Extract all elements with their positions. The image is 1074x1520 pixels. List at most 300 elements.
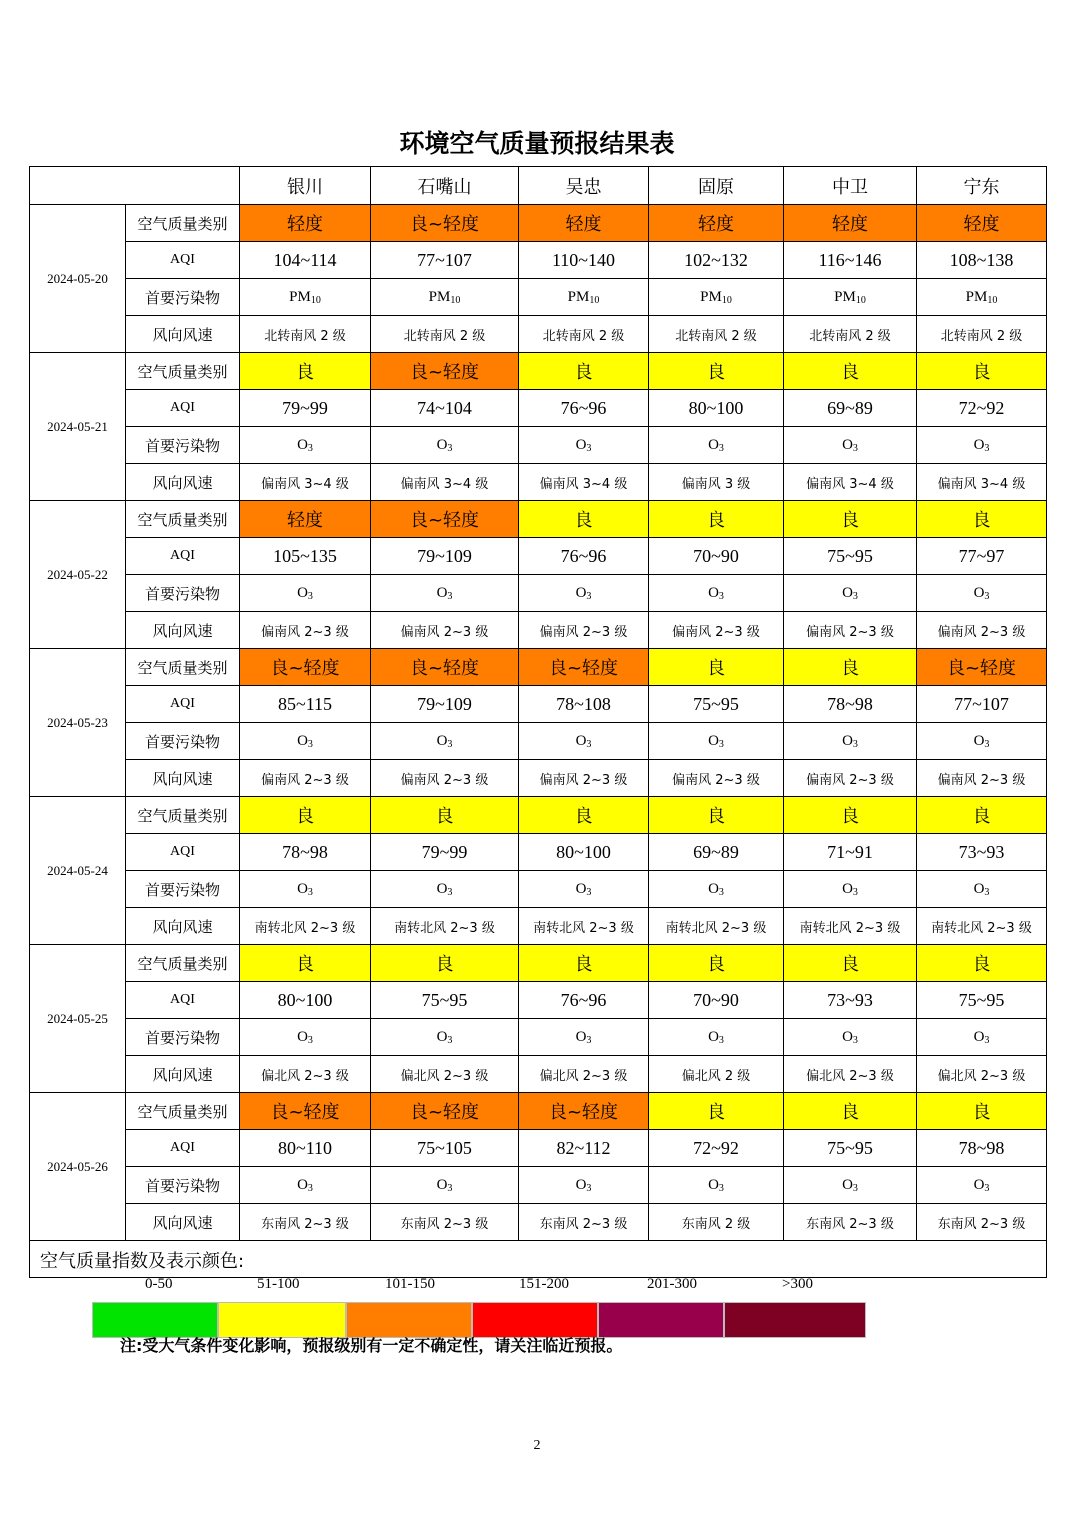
row-label-category: 空气质量类别 bbox=[126, 205, 240, 242]
pollutant-base: O bbox=[575, 436, 587, 453]
pollutant-subscript: 3 bbox=[586, 886, 592, 898]
row-label-aqi: AQI bbox=[126, 686, 240, 723]
pollutant-base: O bbox=[842, 732, 853, 749]
aqi-range-cell: 75~105 bbox=[371, 1130, 519, 1167]
day-row-category bbox=[30, 797, 1047, 834]
pollutant-base: O bbox=[842, 584, 853, 601]
city-header: 固原 bbox=[649, 167, 784, 205]
row-label-wind: 风向风速 bbox=[126, 316, 240, 353]
wind-cell: 偏南风 2~3 级 bbox=[371, 760, 519, 797]
primary-pollutant-cell bbox=[519, 279, 649, 316]
wind-cell: 北转南风 2 级 bbox=[519, 316, 649, 353]
pollutant-subscript: 3 bbox=[447, 1182, 453, 1194]
wind-cell: 偏南风 3~4 级 bbox=[240, 464, 371, 501]
aq-category-cell: 良~轻度 bbox=[371, 205, 519, 242]
aqi-range-cell: 77~107 bbox=[917, 686, 1047, 723]
aq-category-cell: 良 bbox=[784, 353, 917, 390]
wind-cell: 北转南风 2 级 bbox=[371, 316, 519, 353]
pollutant-subscript: 3 bbox=[852, 1182, 858, 1194]
pollutant-subscript: 3 bbox=[307, 886, 313, 898]
pollutant-subscript: 3 bbox=[447, 886, 453, 898]
pollutant-base: O bbox=[973, 732, 985, 749]
primary-pollutant-cell bbox=[371, 1019, 519, 1056]
primary-pollutant-cell bbox=[240, 279, 371, 316]
row-label-wind: 风向风速 bbox=[126, 760, 240, 797]
pollutant-subscript: 3 bbox=[586, 590, 592, 602]
pollutant-subscript: 3 bbox=[447, 590, 453, 602]
city-header-row bbox=[30, 167, 1047, 205]
row-label-category: 空气质量类别 bbox=[126, 945, 240, 982]
primary-pollutant-cell bbox=[784, 871, 917, 908]
pollutant-base: O bbox=[297, 584, 308, 601]
day-row-pollutant bbox=[30, 279, 1047, 316]
aqi-range-cell: 80~110 bbox=[240, 1130, 371, 1167]
primary-pollutant-cell bbox=[371, 871, 519, 908]
primary-pollutant-cell bbox=[649, 1019, 784, 1056]
pollutant-subscript: 10 bbox=[721, 294, 732, 306]
pollutant-subscript: 3 bbox=[447, 1034, 453, 1046]
wind-cell: 东南风 2~3 级 bbox=[917, 1204, 1047, 1241]
aqi-color-legend bbox=[30, 1241, 1047, 1292]
aqi-range-cell: 75~95 bbox=[784, 538, 917, 575]
wind-cell: 偏南风 3~4 级 bbox=[917, 464, 1047, 501]
row-label-category: 空气质量类别 bbox=[126, 797, 240, 834]
aq-category-cell: 良 bbox=[784, 797, 917, 834]
aq-category-cell: 良 bbox=[519, 797, 649, 834]
wind-cell: 东南风 2~3 级 bbox=[240, 1204, 371, 1241]
aqi-range-cell: 85~115 bbox=[240, 686, 371, 723]
pollutant-base: O bbox=[297, 436, 308, 453]
aqi-range-cell: 75~95 bbox=[649, 686, 784, 723]
primary-pollutant-cell bbox=[784, 427, 917, 464]
row-label-aqi: AQI bbox=[126, 834, 240, 871]
pollutant-base: O bbox=[842, 436, 853, 453]
aqi-range-cell: 116~146 bbox=[784, 242, 917, 279]
aqi-range-cell: 70~90 bbox=[649, 982, 784, 1019]
pollutant-base: PM bbox=[834, 288, 856, 305]
wind-cell: 偏北风 2~3 级 bbox=[240, 1056, 371, 1093]
forecast-date: 2024-05-21 bbox=[30, 353, 126, 501]
row-label-pollutant: 首要污染物 bbox=[126, 871, 240, 908]
aq-category-cell: 良~轻度 bbox=[371, 353, 519, 390]
aq-category-cell: 良 bbox=[917, 501, 1047, 538]
aq-category-cell: 良 bbox=[519, 353, 649, 390]
row-label-pollutant: 首要污染物 bbox=[126, 279, 240, 316]
primary-pollutant-cell bbox=[784, 1167, 917, 1204]
primary-pollutant-cell bbox=[784, 1019, 917, 1056]
wind-cell: 南转北风 2~3 级 bbox=[519, 908, 649, 945]
wind-cell: 偏南风 2~3 级 bbox=[519, 612, 649, 649]
pollutant-subscript: 3 bbox=[307, 738, 313, 750]
aqi-range-cell: 76~96 bbox=[519, 390, 649, 427]
primary-pollutant-cell bbox=[371, 723, 519, 760]
forecast-date: 2024-05-25 bbox=[30, 945, 126, 1093]
aqi-range-cell: 110~140 bbox=[519, 242, 649, 279]
page-title: 环境空气质量预报结果表 bbox=[399, 129, 675, 158]
aq-category-cell: 轻度 bbox=[519, 205, 649, 242]
aq-category-cell: 良 bbox=[784, 945, 917, 982]
day-row-category bbox=[30, 649, 1047, 686]
wind-cell: 偏南风 3~4 级 bbox=[784, 464, 917, 501]
legend-range-label: >300 bbox=[782, 1276, 813, 1292]
primary-pollutant-cell bbox=[784, 723, 917, 760]
wind-cell: 南转北风 2~3 级 bbox=[917, 908, 1047, 945]
wind-cell: 偏南风 2~3 级 bbox=[240, 760, 371, 797]
legend-range-label: 51-100 bbox=[257, 1276, 300, 1292]
pollutant-subscript: 3 bbox=[586, 1182, 592, 1194]
wind-cell: 北转南风 2 级 bbox=[917, 316, 1047, 353]
wind-cell: 南转北风 2~3 级 bbox=[649, 908, 784, 945]
aqi-range-cell: 82~112 bbox=[519, 1130, 649, 1167]
pollutant-base: O bbox=[297, 1176, 308, 1193]
legend-range-label: 101-150 bbox=[385, 1276, 435, 1292]
aqi-range-cell: 80~100 bbox=[240, 982, 371, 1019]
row-label-aqi: AQI bbox=[126, 390, 240, 427]
pollutant-base: O bbox=[436, 436, 448, 453]
pollutant-subscript: 3 bbox=[852, 1034, 858, 1046]
pollutant-subscript: 3 bbox=[718, 442, 724, 454]
aq-category-cell: 良~轻度 bbox=[240, 1093, 371, 1130]
legend-range-label: 151-200 bbox=[519, 1276, 569, 1292]
aqi-range-cell: 72~92 bbox=[649, 1130, 784, 1167]
primary-pollutant-cell bbox=[240, 1167, 371, 1204]
row-label-category: 空气质量类别 bbox=[126, 1093, 240, 1130]
aq-category-cell: 良 bbox=[649, 1093, 784, 1130]
day-row-pollutant bbox=[30, 427, 1047, 464]
pollutant-subscript: 3 bbox=[307, 1182, 313, 1194]
aqi-range-cell: 75~95 bbox=[784, 1130, 917, 1167]
primary-pollutant-cell bbox=[784, 575, 917, 612]
aq-category-cell: 良~轻度 bbox=[917, 649, 1047, 686]
wind-cell: 南转北风 2~3 级 bbox=[371, 908, 519, 945]
wind-cell: 偏北风 2~3 级 bbox=[784, 1056, 917, 1093]
aqi-range-cell: 108~138 bbox=[917, 242, 1047, 279]
day-row-pollutant bbox=[30, 871, 1047, 908]
pollutant-subscript: 3 bbox=[984, 442, 990, 454]
wind-cell: 偏北风 2~3 级 bbox=[917, 1056, 1047, 1093]
aqi-range-cell: 78~98 bbox=[917, 1130, 1047, 1167]
aq-category-cell: 良 bbox=[649, 649, 784, 686]
aqi-range-cell: 102~132 bbox=[649, 242, 784, 279]
pollutant-base: O bbox=[842, 1176, 853, 1193]
row-label-pollutant: 首要污染物 bbox=[126, 1019, 240, 1056]
pollutant-subscript: 3 bbox=[852, 886, 858, 898]
aqi-range-cell: 69~89 bbox=[784, 390, 917, 427]
primary-pollutant-cell bbox=[240, 871, 371, 908]
primary-pollutant-cell bbox=[917, 575, 1047, 612]
wind-cell: 偏南风 3~4 级 bbox=[519, 464, 649, 501]
aq-category-cell: 轻度 bbox=[240, 205, 371, 242]
pollutant-base: O bbox=[297, 732, 308, 749]
pollutant-base: O bbox=[973, 1176, 985, 1193]
pollutant-subscript: 3 bbox=[984, 1182, 990, 1194]
day-row-aqi bbox=[30, 686, 1047, 723]
aq-category-cell: 良 bbox=[917, 353, 1047, 390]
primary-pollutant-cell bbox=[649, 575, 784, 612]
pollutant-subscript: 3 bbox=[718, 738, 724, 750]
pollutant-base: O bbox=[575, 1176, 587, 1193]
day-row-wind bbox=[30, 908, 1047, 945]
aq-category-cell: 良 bbox=[240, 797, 371, 834]
aq-category-cell: 良 bbox=[371, 945, 519, 982]
pollutant-base: O bbox=[708, 1028, 719, 1045]
aqi-range-cell: 79~99 bbox=[240, 390, 371, 427]
day-row-category bbox=[30, 501, 1047, 538]
pollutant-base: O bbox=[575, 732, 587, 749]
aqi-range-cell: 74~104 bbox=[371, 390, 519, 427]
primary-pollutant-cell bbox=[371, 575, 519, 612]
aq-category-cell: 良 bbox=[917, 945, 1047, 982]
row-label-pollutant: 首要污染物 bbox=[126, 575, 240, 612]
aqi-range-cell: 79~109 bbox=[371, 538, 519, 575]
pollutant-subscript: 3 bbox=[984, 738, 990, 750]
day-row-category bbox=[30, 945, 1047, 982]
aqi-range-cell: 69~89 bbox=[649, 834, 784, 871]
wind-cell: 偏南风 3 级 bbox=[649, 464, 784, 501]
primary-pollutant-cell bbox=[784, 279, 917, 316]
pollutant-subscript: 3 bbox=[984, 1034, 990, 1046]
aqi-range-cell: 78~108 bbox=[519, 686, 649, 723]
legend-range-label: 201-300 bbox=[647, 1276, 697, 1292]
pollutant-base: O bbox=[575, 584, 587, 601]
pollutant-base: O bbox=[842, 880, 853, 897]
aqi-range-cell: 80~100 bbox=[649, 390, 784, 427]
row-label-category: 空气质量类别 bbox=[126, 353, 240, 390]
legend-color-swatch bbox=[724, 1302, 866, 1338]
aq-category-cell: 良 bbox=[240, 945, 371, 982]
aq-category-cell: 良 bbox=[519, 501, 649, 538]
primary-pollutant-cell bbox=[240, 723, 371, 760]
aqi-range-cell: 72~92 bbox=[917, 390, 1047, 427]
aq-category-cell: 良~轻度 bbox=[371, 649, 519, 686]
aqi-range-cell: 104~114 bbox=[240, 242, 371, 279]
aq-category-cell: 轻度 bbox=[917, 205, 1047, 242]
aqi-range-cell: 78~98 bbox=[784, 686, 917, 723]
row-label-aqi: AQI bbox=[126, 1130, 240, 1167]
primary-pollutant-cell bbox=[649, 279, 784, 316]
aqi-range-cell: 79~109 bbox=[371, 686, 519, 723]
aq-category-cell: 良 bbox=[784, 649, 917, 686]
primary-pollutant-cell bbox=[649, 427, 784, 464]
pollutant-base: O bbox=[436, 584, 448, 601]
primary-pollutant-cell bbox=[519, 871, 649, 908]
legend-row bbox=[30, 1241, 1047, 1278]
row-label-wind: 风向风速 bbox=[126, 612, 240, 649]
pollutant-base: O bbox=[708, 880, 719, 897]
aqi-range-cell: 78~98 bbox=[240, 834, 371, 871]
primary-pollutant-cell bbox=[240, 1019, 371, 1056]
city-header: 银川 bbox=[240, 167, 371, 205]
aq-category-cell: 良 bbox=[784, 1093, 917, 1130]
aqi-range-cell: 80~100 bbox=[519, 834, 649, 871]
city-header: 中卫 bbox=[784, 167, 917, 205]
day-row-pollutant bbox=[30, 575, 1047, 612]
pollutant-subscript: 3 bbox=[586, 1034, 592, 1046]
wind-cell: 东南风 2~3 级 bbox=[371, 1204, 519, 1241]
primary-pollutant-cell bbox=[240, 575, 371, 612]
pollutant-subscript: 3 bbox=[718, 886, 724, 898]
primary-pollutant-cell bbox=[649, 723, 784, 760]
pollutant-subscript: 3 bbox=[984, 590, 990, 602]
pollutant-base: O bbox=[436, 732, 448, 749]
forecast-date: 2024-05-22 bbox=[30, 501, 126, 649]
row-label-aqi: AQI bbox=[126, 982, 240, 1019]
wind-cell: 偏北风 2~3 级 bbox=[519, 1056, 649, 1093]
wind-cell: 偏南风 2~3 级 bbox=[917, 612, 1047, 649]
day-row-pollutant bbox=[30, 723, 1047, 760]
aqi-range-cell: 79~99 bbox=[371, 834, 519, 871]
day-row-aqi bbox=[30, 1130, 1047, 1167]
pollutant-base: O bbox=[297, 880, 308, 897]
aqi-range-cell: 70~90 bbox=[649, 538, 784, 575]
aq-category-cell: 良 bbox=[240, 353, 371, 390]
primary-pollutant-cell bbox=[917, 871, 1047, 908]
pollutant-base: O bbox=[973, 436, 985, 453]
row-label-pollutant: 首要污染物 bbox=[126, 1167, 240, 1204]
primary-pollutant-cell bbox=[371, 279, 519, 316]
day-row-category bbox=[30, 205, 1047, 242]
pollutant-subscript: 3 bbox=[718, 1034, 724, 1046]
pollutant-subscript: 10 bbox=[450, 294, 461, 306]
aq-category-cell: 良 bbox=[917, 797, 1047, 834]
row-label-category: 空气质量类别 bbox=[126, 649, 240, 686]
primary-pollutant-cell bbox=[917, 723, 1047, 760]
aq-category-cell: 良~轻度 bbox=[371, 1093, 519, 1130]
wind-cell: 偏南风 2~3 级 bbox=[784, 760, 917, 797]
aq-category-cell: 良 bbox=[649, 501, 784, 538]
pollutant-base: PM bbox=[567, 288, 590, 305]
wind-cell: 偏南风 2~3 级 bbox=[240, 612, 371, 649]
page-number: 2 bbox=[533, 1438, 541, 1453]
pollutant-base: O bbox=[575, 1028, 587, 1045]
legend-range-label: 0-50 bbox=[145, 1276, 173, 1292]
forecast-note: 注:受大气条件变化影响，预报级别有一定不确定性，请关注临近预报。 bbox=[120, 1336, 623, 1355]
pollutant-subscript: 10 bbox=[855, 294, 866, 306]
wind-cell: 偏南风 2~3 级 bbox=[519, 760, 649, 797]
day-row-pollutant bbox=[30, 1019, 1047, 1056]
primary-pollutant-cell bbox=[917, 279, 1047, 316]
pollutant-base: O bbox=[436, 1176, 448, 1193]
pollutant-base: PM bbox=[428, 288, 451, 305]
aqi-range-cell: 75~95 bbox=[371, 982, 519, 1019]
row-label-pollutant: 首要污染物 bbox=[126, 723, 240, 760]
pollutant-subscript: 10 bbox=[310, 294, 321, 306]
primary-pollutant-cell bbox=[519, 1167, 649, 1204]
aq-category-cell: 良~轻度 bbox=[240, 649, 371, 686]
pollutant-base: O bbox=[708, 436, 719, 453]
pollutant-base: PM bbox=[289, 288, 311, 305]
aqi-range-cell: 73~93 bbox=[784, 982, 917, 1019]
primary-pollutant-cell bbox=[917, 427, 1047, 464]
pollutant-subscript: 3 bbox=[852, 442, 858, 454]
aq-category-cell: 良 bbox=[917, 1093, 1047, 1130]
wind-cell: 偏南风 2~3 级 bbox=[649, 612, 784, 649]
aq-category-cell: 良~轻度 bbox=[371, 501, 519, 538]
day-row-category bbox=[30, 353, 1047, 390]
aqi-range-cell: 71~91 bbox=[784, 834, 917, 871]
primary-pollutant-cell bbox=[371, 1167, 519, 1204]
day-row-wind bbox=[30, 1056, 1047, 1093]
wind-cell: 北转南风 2 级 bbox=[240, 316, 371, 353]
pollutant-subscript: 3 bbox=[307, 442, 313, 454]
row-label-wind: 风向风速 bbox=[126, 908, 240, 945]
day-row-aqi bbox=[30, 242, 1047, 279]
pollutant-subscript: 3 bbox=[852, 738, 858, 750]
wind-cell: 偏南风 2~3 级 bbox=[917, 760, 1047, 797]
day-row-pollutant bbox=[30, 1167, 1047, 1204]
aqi-range-cell: 77~97 bbox=[917, 538, 1047, 575]
day-row-category bbox=[30, 1093, 1047, 1130]
pollutant-base: PM bbox=[965, 288, 988, 305]
aq-category-cell: 良 bbox=[371, 797, 519, 834]
pollutant-subscript: 3 bbox=[447, 738, 453, 750]
pollutant-subscript: 3 bbox=[307, 1034, 313, 1046]
row-label-aqi: AQI bbox=[126, 242, 240, 279]
pollutant-base: O bbox=[973, 880, 985, 897]
wind-cell: 东南风 2~3 级 bbox=[784, 1204, 917, 1241]
wind-cell: 偏北风 2~3 级 bbox=[371, 1056, 519, 1093]
day-row-wind bbox=[30, 1204, 1047, 1241]
primary-pollutant-cell bbox=[240, 427, 371, 464]
primary-pollutant-cell bbox=[371, 427, 519, 464]
aqi-range-cell: 105~135 bbox=[240, 538, 371, 575]
pollutant-base: O bbox=[842, 1028, 853, 1045]
aqi-range-cell: 76~96 bbox=[519, 982, 649, 1019]
wind-cell: 南转北风 2~3 级 bbox=[784, 908, 917, 945]
row-label-wind: 风向风速 bbox=[126, 1056, 240, 1093]
forecast-date: 2024-05-26 bbox=[30, 1093, 126, 1241]
pollutant-base: O bbox=[973, 1028, 985, 1045]
forecast-date: 2024-05-20 bbox=[30, 205, 126, 353]
pollutant-subscript: 10 bbox=[589, 294, 600, 306]
day-row-wind bbox=[30, 612, 1047, 649]
pollutant-base: PM bbox=[700, 288, 722, 305]
pollutant-base: O bbox=[708, 584, 719, 601]
pollutant-base: O bbox=[708, 1176, 719, 1193]
aq-category-cell: 良 bbox=[649, 353, 784, 390]
aq-category-cell: 轻度 bbox=[649, 205, 784, 242]
pollutant-base: O bbox=[436, 880, 448, 897]
city-header: 石嘴山 bbox=[371, 167, 519, 205]
forecast-table bbox=[29, 166, 1047, 1292]
primary-pollutant-cell bbox=[649, 1167, 784, 1204]
aqi-range-cell: 77~107 bbox=[371, 242, 519, 279]
aq-category-cell: 良 bbox=[649, 945, 784, 982]
pollutant-base: O bbox=[973, 584, 985, 601]
pollutant-subscript: 3 bbox=[586, 442, 592, 454]
city-header: 宁东 bbox=[917, 167, 1047, 205]
wind-cell: 偏北风 2 级 bbox=[649, 1056, 784, 1093]
forecast-date: 2024-05-24 bbox=[30, 797, 126, 945]
pollutant-subscript: 3 bbox=[718, 590, 724, 602]
day-row-wind bbox=[30, 316, 1047, 353]
pollutant-subscript: 3 bbox=[984, 886, 990, 898]
day-row-wind bbox=[30, 760, 1047, 797]
pollutant-subscript: 10 bbox=[987, 294, 998, 306]
wind-cell: 东南风 2~3 级 bbox=[519, 1204, 649, 1241]
pollutant-base: O bbox=[708, 732, 719, 749]
wind-cell: 北转南风 2 级 bbox=[784, 316, 917, 353]
pollutant-subscript: 3 bbox=[447, 442, 453, 454]
aq-category-cell: 良 bbox=[649, 797, 784, 834]
day-row-aqi bbox=[30, 982, 1047, 1019]
row-label-wind: 风向风速 bbox=[126, 1204, 240, 1241]
aq-category-cell: 良~轻度 bbox=[519, 1093, 649, 1130]
row-label-pollutant: 首要污染物 bbox=[126, 427, 240, 464]
pollutant-subscript: 3 bbox=[718, 1182, 724, 1194]
forecast-date: 2024-05-23 bbox=[30, 649, 126, 797]
day-row-aqi bbox=[30, 390, 1047, 427]
